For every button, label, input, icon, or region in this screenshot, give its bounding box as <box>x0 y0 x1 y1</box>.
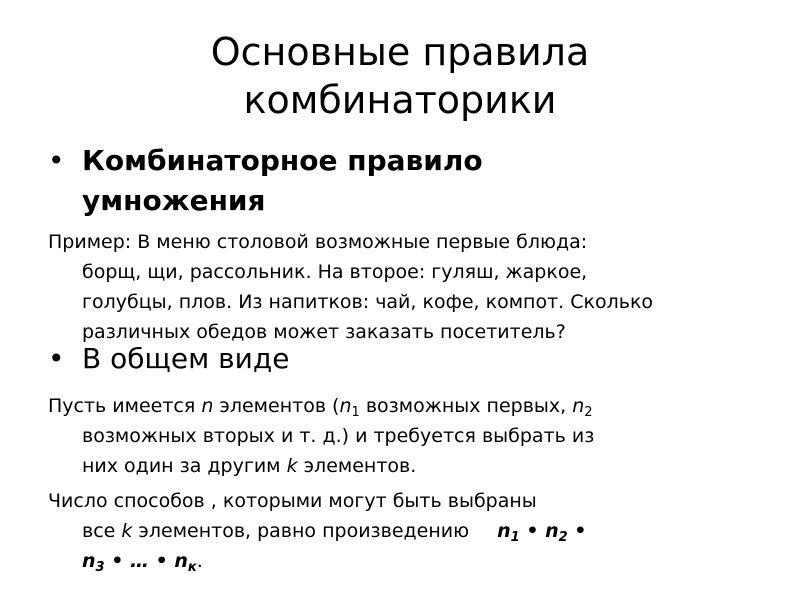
general-line-1: Пусть имеется n элементов ($n_1$ возможных первых, $n_2$ <box>48 395 593 420</box>
example-line-4: различных обедов может заказать посетитель? <box>82 321 566 343</box>
bullet-general-form <box>48 339 468 379</box>
count-line-3: $n_3$ • … • $n_к$. <box>82 550 203 575</box>
bullet-icon: • <box>48 342 65 375</box>
general-line-3: них один за другим k элементов. <box>82 455 417 477</box>
general-line-2: возможных вторых и т. д.) и требуется выбрать из <box>82 425 595 447</box>
bullet-text <box>82 141 568 221</box>
title-line-1: Основные правила <box>210 30 590 74</box>
bullet-text: В общем виде <box>82 342 290 375</box>
bullet-text-line-1: Комбинаторное правило <box>82 144 483 177</box>
bullet-text-line-2: умножения <box>82 184 266 217</box>
example-line-3: голубцы, плов. Из напитков: чай, кофе, компот. Сколько <box>82 291 654 313</box>
count-line-1: Число способов , которыми могут быть выбраны <box>48 490 537 512</box>
bullet-icon: • <box>48 144 65 177</box>
count-line-2: все k элементов, равно произведению $n_1$ • $n_2$ • <box>82 520 587 545</box>
title-line-2: комбинаторики <box>243 78 557 122</box>
product-formula: $n_1$ • $n_2$ • <box>497 520 587 545</box>
slide-title <box>0 28 800 124</box>
example-line-1: Пример: В меню столовой возможные первые блюда: <box>48 231 588 253</box>
example-paragraph <box>48 227 768 347</box>
example-line-2: борщ, щи, рассольник. На второе: гуляш, жаркое, <box>82 261 588 283</box>
bullet-multiplication-rule <box>48 141 568 221</box>
general-paragraph <box>48 391 768 481</box>
count-paragraph <box>48 486 768 576</box>
product-formula-continued: $n_3$ • … • $n_к$ <box>82 550 197 575</box>
